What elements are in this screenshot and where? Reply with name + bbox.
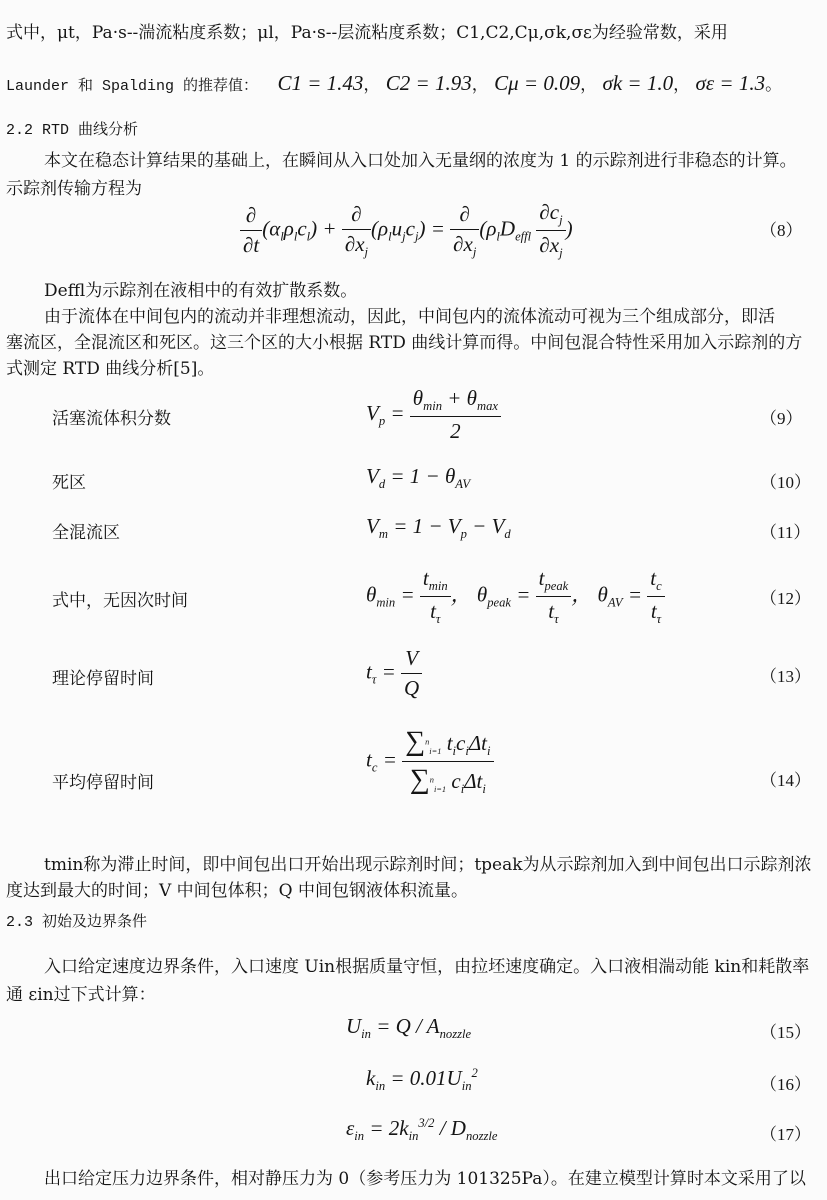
section-heading-2-2: 2.2 RTD 曲线分析	[6, 122, 139, 139]
paragraph-5b: 通 εin过下式计算：	[6, 985, 156, 1005]
equation-12-number: （12）	[760, 589, 811, 608]
equation-17: $\varepsilon_{in} = 2k_{in}^{3/2} / D_{nozzle}$	[346, 1116, 498, 1144]
equation-11: $V_m = 1 - V_p - V_d$	[366, 514, 511, 542]
paragraph-4b: 度达到最大的时间；V 中间包体积；Q 中间包钢液体积流量。	[6, 881, 469, 901]
label-eq14: 平均停留时间	[52, 773, 154, 793]
label-eq13: 理论停留时间	[52, 669, 154, 689]
label-eq10: 死区	[52, 473, 86, 493]
label-eq12: 式中，无因次时间	[52, 591, 188, 611]
paragraph-5a: 入口给定速度边界条件，入口速度 Uin根据质量守恒，由拉坯速度确定。入口液相湍动能 kin和耗散率	[44, 957, 810, 977]
paragraph-3a: 由于流体在中间包内的流动并非理想流动，因此，中间包内的流体流动可视为三个组成部分，即活	[44, 307, 775, 327]
const-sigma-k: σk = 1.0	[602, 71, 674, 95]
equation-14: $t_c$ = $\frac{\sum^n_{i=1} t_ic_i\Delta t_i}{\sum^n_{i=1} c_i\Delta t_i}$	[366, 726, 494, 797]
equation-10: $V_d = 1 - \theta_{AV}$	[366, 464, 471, 492]
equation-16: $k_{in} = 0.01U_{in}^2$	[366, 1066, 478, 1094]
paragraph-6: 出口给定压力边界条件，相对静压力为 0（参考压力为 101325Pa）。在建立模型计算时本文采用了以	[44, 1169, 806, 1189]
const-c1: C1 = 1.43	[277, 71, 364, 95]
paragraph-4a: tmin称为滞止时间，即中间包出口开始出现示踪剂时间；tpeak为从示踪剂加入到中间包出口示踪剂浓	[44, 855, 812, 875]
equation-17-number: （17）	[760, 1125, 811, 1144]
paragraph-3b: 塞流区，全混流区和死区。这三个区的大小根据 RTD 曲线计算而得。中间包混合特性采用加入示踪剂的方	[6, 333, 803, 353]
equation-16-number: （16）	[760, 1075, 811, 1094]
paragraph-1b: 示踪剂传输方程为	[6, 179, 142, 199]
text-line-1: 式中，μt，Pa·s--湍流粘度系数；μl，Pa·s--层流粘度系数；C1,C2,Cμ,σk,σε为经验常数，采用	[6, 23, 728, 43]
const-c2: C2 = 1.93	[385, 71, 472, 95]
equation-11-number: （11）	[760, 523, 811, 542]
equation-13: $t_\tau$ = $\frac{V}{Q}$	[366, 646, 422, 701]
line2-prefix: Launder 和 Spalding 的推荐值：	[6, 78, 259, 95]
equation-15-number: （15）	[760, 1023, 811, 1042]
equation-8: $\frac{\partial}{\partial t}$ $(\alpha_l\rho_lc_l)$ + $\frac{\partial}{\partial x_j}$ $(\rho_lu_jc_j)$ = $\frac{\partial}{\partial x_j}$ ($\rho_lD_{effl}$ $\frac{\partial c_j}{\partial x_j}$ )	[240, 200, 573, 261]
const-cmu: Cμ = 0.09	[494, 71, 581, 95]
paragraph-3c: 式测定 RTD 曲线分析[5]。	[6, 359, 215, 379]
equation-13-number: （13）	[760, 667, 811, 686]
equation-9-number: （9）	[760, 409, 803, 428]
equation-10-number: （10）	[760, 473, 811, 492]
text-line-2: Launder 和 Spalding 的推荐值： C1 = 1.43， C2 = 1.93， Cμ = 0.09， σk = 1.0， σε = 1.3。	[6, 71, 783, 95]
section-heading-2-3: 2.3 初始及边界条件	[6, 914, 148, 931]
equation-15: $U_{in} = Q / A_{nozzle}$	[346, 1014, 472, 1042]
equation-12: $\theta_{min}$ = $\frac{t_{min}}{t_\tau}$ ， $\theta_{peak}$ = $\frac{t_{peak}}{t_\tau}$ ， $\theta_{AV}$ = $\frac{t_c}{t_\tau}$	[366, 566, 665, 627]
label-eq11: 全混流区	[52, 523, 120, 543]
const-sigma-e: σε = 1.3	[695, 71, 766, 95]
paragraph-1a: 本文在稳态计算结果的基础上，在瞬间从入口处加入无量纲的浓度为 1 的示踪剂进行非稳态的计算。	[44, 151, 797, 171]
equation-9: $V_p$ = $\frac{\theta_{min} + \theta_{max}}{2}$	[366, 386, 501, 444]
equation-8-number: （8）	[760, 221, 803, 240]
paragraph-2: Deffl为示踪剂在液相中的有效扩散系数。	[44, 281, 358, 301]
label-eq9: 活塞流体积分数	[52, 409, 171, 429]
equation-14-number: （14）	[760, 771, 811, 790]
